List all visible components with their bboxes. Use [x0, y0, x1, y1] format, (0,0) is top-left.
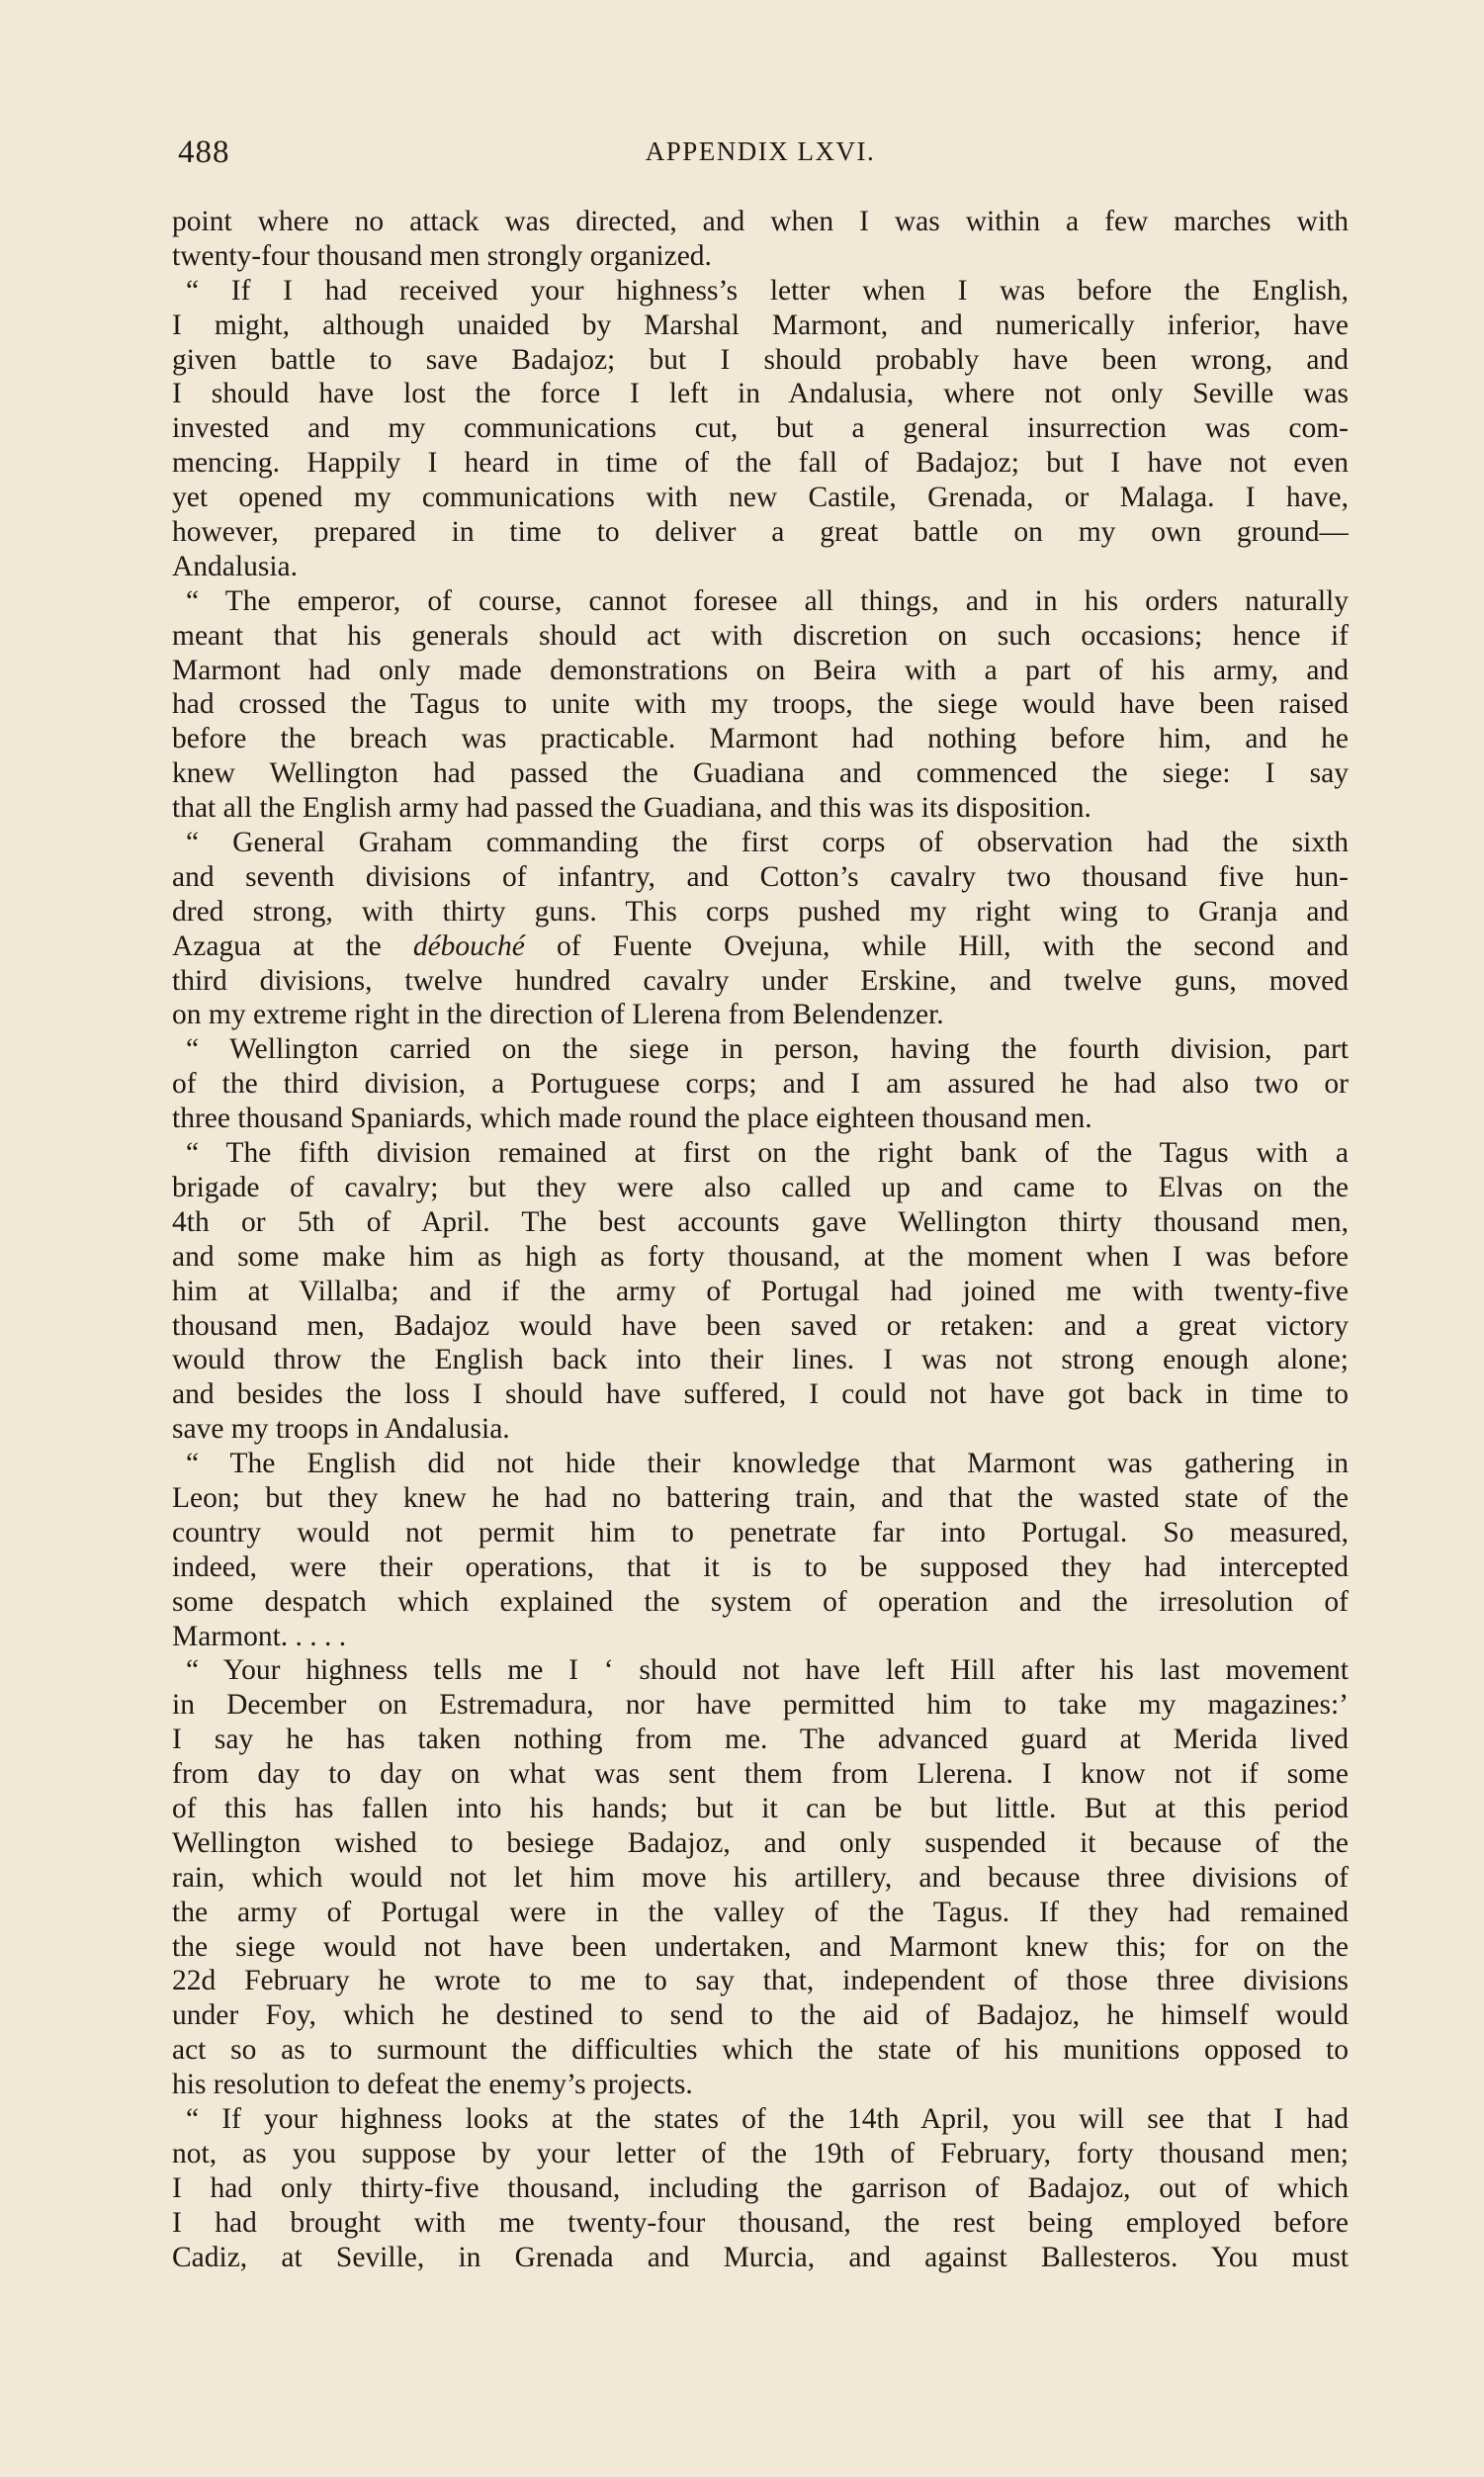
paragraph [172, 1032, 1349, 1136]
text-line: on my extreme right in the direction of Llerena from Belendenzer. [172, 999, 944, 1031]
text-line: 4th or 5th of April. The best accounts gave Wellington thirty thousand men, [172, 1205, 1349, 1238]
text-line: “ The emperor, of course, cannot foresee all things, and in his orders naturally [186, 584, 1349, 617]
text-line: yet opened my communications with new Castile, Grenada, or Malaga. I have, [172, 482, 1349, 514]
body-text [172, 205, 1349, 2274]
text-line: I say he has taken nothing from me. The advanced guard at Merida lived [172, 1724, 1349, 1756]
text-line: Marmont had only made demonstrations on Beira with a part of his army, and [172, 654, 1349, 686]
text-line: “ Wellington carried on the siege in person, having the fourth division, part [186, 1033, 1349, 1066]
text-line: that all the English army had passed the Guadiana, and this was its disposition. [172, 792, 1091, 825]
paragraph [172, 2102, 1349, 2274]
text-line: meant that his generals should act with discretion on such occasions; hence if [172, 619, 1349, 652]
text-line: from day to day on what was sent them from Llerena. I know not if some [172, 1758, 1349, 1791]
text-line: “ General Graham commanding the first corps of observation had the sixth [186, 827, 1349, 859]
text-line: act so as to surmount the difficulties which the state of his munitions opposed to [172, 2034, 1349, 2067]
text-line: mencing. Happily I heard in time of the fall of Badajoz; but I have not even [172, 447, 1349, 480]
text-line: rain, which would not let him move his artillery, and because three divisions of [172, 1861, 1349, 1894]
text-line: “ If your highness looks at the states of the 14th April, you will see that I had [186, 2102, 1349, 2135]
text-line: however, prepared in time to deliver a great battle on my own ground— [172, 516, 1349, 549]
text-line: brigade of cavalry; but they were also called up and came to Elvas on the [172, 1171, 1349, 1203]
text-line: in December on Estremadura, nor have permitted him to take my magazines:’ [172, 1689, 1349, 1722]
text-line: Azagua at the débouché of Fuente Ovejuna, while Hill, with the second and [172, 929, 1349, 962]
text-line: of this has fallen into his hands; but it can be but little. But at this period [172, 1792, 1349, 1824]
paragraph [172, 826, 1349, 1032]
text-line: Leon; but they knew he had no battering train, and that the wasted state of the [172, 1481, 1349, 1514]
text-line: country would not permit him to penetrate far into Portugal. So measured, [172, 1516, 1349, 1548]
text-line: I had only thirty-five thousand, including the garrison of Badajoz, out of which [172, 2171, 1349, 2204]
text-line: indeed, were their operations, that it is to be supposed they had intercepted [172, 1550, 1349, 1583]
text-line: third divisions, twelve hundred cavalry under Erskine, and twelve guns, moved [172, 964, 1349, 997]
paragraph [172, 584, 1349, 826]
page-number: 488 [178, 134, 230, 170]
paragraph [172, 1653, 1349, 2102]
text-line: some despatch which explained the system of operation and the irresolution of [172, 1585, 1349, 1618]
text-line: three thousand Spaniards, which made round the place eighteen thousand men. [172, 1103, 1092, 1135]
text-line: him at Villalba; and if the army of Portugal had joined me with twenty-five [172, 1275, 1349, 1307]
page-header [172, 134, 1349, 174]
text-line: Wellington wished to besiege Badajoz, and only suspended it because of the [172, 1826, 1349, 1859]
text-line: had crossed the Tagus to unite with my troops, the siege would have been raised [172, 688, 1349, 721]
text-line: Cadiz, at Seville, in Grenada and Murcia, and against Ballesteros. You must [172, 2241, 1349, 2273]
text-line: thousand men, Badajoz would have been saved or retaken: and a great victory [172, 1309, 1349, 1342]
text-line: point where no attack was directed, and when I was within a few marches with [172, 206, 1349, 237]
paragraph [172, 1136, 1349, 1447]
text-line: twenty-four thousand men strongly organized. [172, 239, 712, 272]
text-line: not, as you suppose by your letter of the 19th of February, forty thousand men; [172, 2137, 1349, 2169]
text-line: and seventh divisions of infantry, and Cotton’s cavalry two thousand five hun- [172, 860, 1349, 893]
text-line: would throw the English back into their lines. I was not strong enough alone; [172, 1344, 1349, 1376]
paragraph [172, 1447, 1349, 1653]
text-line: knew Wellington had passed the Guadiana and commenced the siege: I say [172, 757, 1349, 790]
text-line: Andalusia. [172, 550, 298, 582]
text-line: given battle to save Badajoz; but I should probably have been wrong, and [172, 343, 1349, 376]
text-line: the siege would not have been undertaken, and Marmont knew this; for on the [172, 1930, 1349, 1963]
text-line: his resolution to defeat the enemy’s projects. [172, 2069, 693, 2101]
text-line: I might, although unaided by Marshal Marmont, and numerically inferior, have [172, 309, 1349, 341]
text-line: and besides the loss I should have suffered, I could not have got back in time to [172, 1378, 1349, 1411]
text-line: of the third division, a Portuguese corps; and I am assured he had also two or [172, 1068, 1349, 1101]
text-line: and some make him as high as forty thousand, at the moment when I was before [172, 1240, 1349, 1273]
text-line: “ Your highness tells me I ‘ should not have left Hill after his last movement [186, 1654, 1349, 1687]
text-line: I had brought with me twenty-four thousand, the rest being employed before [172, 2206, 1349, 2239]
text-line: “ The English did not hide their knowledge that Marmont was gathering in [186, 1448, 1349, 1480]
text-line: “ The fifth division remained at first on the right bank of the Tagus with a [186, 1137, 1349, 1170]
running-head: APPENDIX LXVI. [645, 136, 876, 166]
paragraph [172, 274, 1349, 584]
text-line: 22d February he wrote to me to say that, independent of those three divisions [172, 1965, 1349, 1997]
text-line: save my troops in Andalusia. [172, 1413, 510, 1446]
text-line: invested and my communications cut, but a general insurrection was com- [172, 412, 1349, 445]
text-line: I should have lost the force I left in Andalusia, where not only Seville was [172, 378, 1349, 410]
text-line: Marmont. . . . . [172, 1620, 347, 1652]
paragraph [172, 205, 1349, 274]
text-line: “ If I had received your highness’s letter when I was before the English, [186, 274, 1349, 307]
text-line: dred strong, with thirty guns. This corps pushed my right wing to Granja and [172, 895, 1349, 928]
text-line: under Foy, which he destined to send to the aid of Badajoz, he himself would [172, 1999, 1349, 2032]
text-line: the army of Portugal were in the valley of the Tagus. If they had remained [172, 1896, 1349, 1928]
text-line: before the breach was practicable. Marmont had nothing before him, and he [172, 723, 1349, 755]
